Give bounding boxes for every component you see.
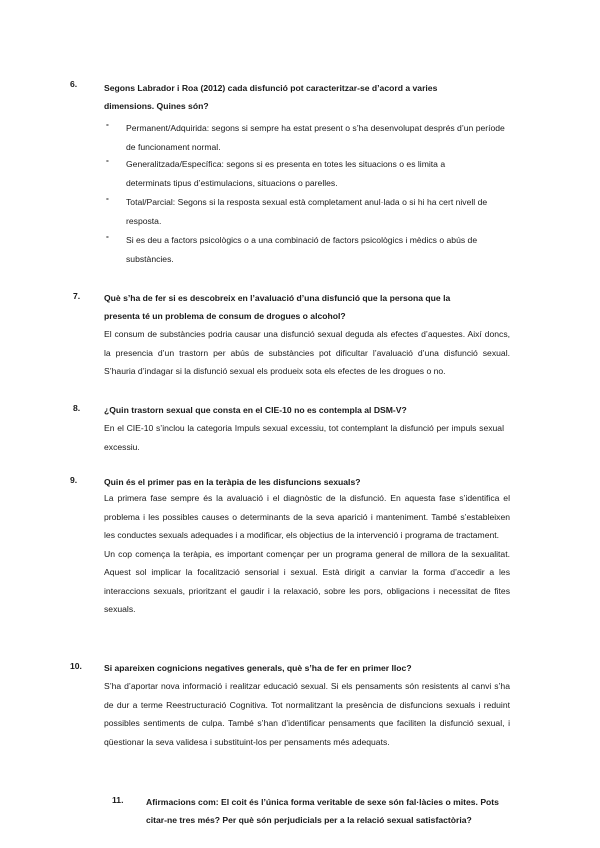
answer-text: S’ha d’aportar nova informació i realitzar educació sexual. Si els pensaments són resistents al canvi s’ha de dur a terme Reestructuració Cognitiva. Tot normalitzant la presència de disfuncions sexuals i reduint possibles sentiments de culpa. També s’han d’identificar pensaments que faciliten la disfunció sexual, i qüestionar la seva validesa i substituint-los per pensaments més adequats. [104,681,510,747]
answer-text: El consum de substàncies podria causar una disfunció sexual deguda als efectes d’aquestes. Així doncs, la presencia d’un trastorn per abús de substàncies pot dificultar l’avaluació d’una disfunció sexual. S’hauria d’indagar si la disfunció sexual els produeix sota els efectes de les drogues o no. [104,329,510,376]
question-number: 11. [112,795,124,805]
bullet-text: Generalitzada/Específica: segons si es presenta en totes les situacions o es limita a determinats tipus d’estimulacions, situacions o parelles. [126,159,446,188]
question-title: Si apareixen cognicions negatives generals, què s’ha de fer en primer lloc? [104,663,412,673]
answer-paragraph: Un cop comença la teràpia, es important començar per un programa general de millora de la sexualitat. Aquest sol implicar la focalització sensorial i sexual. Està dirigit a canviar la forma d’accedir a les interaccions sexuals, prioritzant el gaudir i la relaxació, sobre les pors, obligacions i necessitat de fites sexuals. [104,548,510,614]
question-number: 8. [73,403,81,413]
question-title: Afirmacions com: El coit és l’única forma veritable de sexe són fal·làcies o mites. Pots citar-ne tres més? Per què són perjudicials per a la relació sexual satisfactòria? [146,797,499,825]
question-title: Què s’ha de fer si es descobreix en l’avaluació d’una disfunció que la persona que la presenta té un problema de consum de drogues o alcohol? [104,293,451,321]
bullet-text: Total/Parcial: Segons si la resposta sexual està completament anul·lada o si hi ha cert nivell de resposta. [126,197,488,226]
answer-text: En el CIE-10 s’inclou la categoria Impuls sexual excessiu, tot contemplant la disfunció per impuls sexual excessiu. [104,423,504,452]
question-title: Quin és el primer pas en la teràpia de les disfuncions sexuals? [104,477,361,487]
question-title: ¿Quin trastorn sexual que consta en el CIE-10 no es contempla al DSM-V? [104,405,407,415]
bullet-dash: - [106,155,109,165]
bullet-dash: - [106,193,109,203]
question-number: 10. [70,661,82,671]
bullet-dash: - [106,231,109,241]
question-number: 7. [73,291,81,301]
answer-text [104,489,510,619]
answer-paragraph: La primera fase sempre és la avaluació i el diagnòstic de la disfunció. En aquesta fase s’identifica el problema i les possibles causes o determinants de la seva aparició i manteniment. També s’estableixen les conductes sexuals adequades i a modificar, els objectius de la intervenció i programa de tractament. [104,493,510,540]
bullet-text: Permanent/Adquirida: segons si sempre ha estat present o s’ha desenvolupat després d’un període de funcionament normal. [126,123,505,152]
question-number: 9. [70,475,78,485]
bullet-text: Si es deu a factors psicològics o a una combinació de factors psicològics i mèdics o abús de substàncies. [126,235,478,264]
bullet-dash: - [106,119,109,129]
question-title: Segons Labrador i Roa (2012) cada disfunció pot caracteritzar-se d’acord a varies dimensions. Quines són? [104,83,438,111]
question-number: 6. [70,79,78,89]
